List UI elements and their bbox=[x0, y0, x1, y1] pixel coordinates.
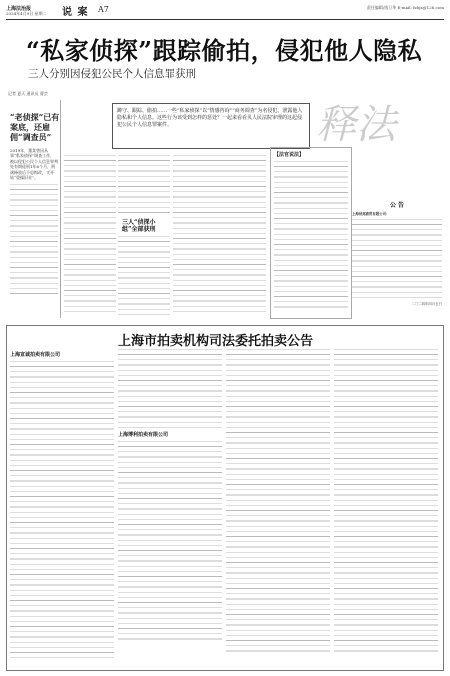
shifa-calligraphy: 释法 bbox=[316, 102, 396, 148]
auction-text bbox=[118, 441, 222, 641]
left-column-heading: “老侦探”已有案底，还雇佣“调查员” bbox=[10, 112, 60, 142]
auction-column-3 bbox=[226, 349, 330, 654]
auction-text bbox=[334, 349, 438, 654]
judge-comment-box bbox=[270, 147, 352, 319]
headline: “私家侦探”跟踪偷拍，侵犯他人隐私 bbox=[26, 36, 423, 65]
auction-column-2 bbox=[118, 349, 222, 641]
notice-date: 二〇二四年四月五日 bbox=[411, 302, 442, 307]
notice-text bbox=[352, 219, 442, 299]
subheadline: 三人分别因侵犯公民个人信息罪获刑 bbox=[28, 68, 196, 80]
judge-comment-text bbox=[274, 161, 348, 311]
column-text bbox=[118, 155, 170, 215]
auction-column-1 bbox=[10, 349, 114, 661]
section-title: 说 案 bbox=[62, 7, 89, 18]
auction-text bbox=[118, 349, 222, 429]
auction-text bbox=[226, 349, 330, 654]
page-number: A7 bbox=[98, 5, 109, 14]
notice-company: 上海浔邦商贸有限公司： bbox=[352, 212, 390, 216]
auction-title: 上海市拍卖机构司法委托拍卖公告 bbox=[118, 334, 314, 349]
public-notice bbox=[352, 200, 442, 318]
left-column-text bbox=[10, 184, 58, 294]
editor-info: 责任编辑/钱卫华 E-mail: fzbjz@126.com bbox=[366, 5, 444, 10]
left-column-body: 2019年，董某曾因从事“私家侦探”调查工作，被以侵犯公民个人信息罪判处有期徒刑1年6个月，刑满释放后不思悔改，又开始“重操旧业”。 bbox=[10, 148, 58, 181]
section-subtitle: 三人“侦探小组”全部获刑 bbox=[122, 219, 156, 233]
header-divider bbox=[6, 19, 444, 20]
issue-date: 2024年4月9日 星期二 bbox=[6, 11, 47, 16]
judge-comment-title: 【法官说法】 bbox=[274, 152, 305, 158]
byline: 记者 夏天 通讯员 曹芸 bbox=[8, 91, 48, 96]
middle-column-2 bbox=[118, 155, 170, 316]
editor-note-text: 蹲守、跟踪、偷拍……一些“私家侦探”以“情感咨询”“商务调查”为名侵犯、泄露他人隐私和个人信息。这些行为该受到怎样的惩处？一起来看看贝人民法院审理的这起侵犯公民个人信息罪案件。 bbox=[117, 108, 303, 128]
middle-column-1 bbox=[64, 155, 116, 315]
column-text bbox=[118, 236, 170, 316]
paper-name: 上海法治报 bbox=[6, 6, 32, 12]
left-column bbox=[8, 100, 61, 318]
auction-company: 上海宣诚拍卖有限公司 bbox=[10, 352, 61, 358]
editor-note-box bbox=[112, 103, 310, 149]
column-text bbox=[64, 155, 116, 315]
middle-column-4 bbox=[218, 155, 266, 315]
auction-column-4 bbox=[334, 349, 438, 654]
auction-text bbox=[10, 361, 114, 661]
notice-title: 公 告 bbox=[389, 202, 405, 209]
auction-company: 上海博利拍卖有限公司 bbox=[118, 432, 169, 438]
column-text bbox=[218, 155, 266, 315]
